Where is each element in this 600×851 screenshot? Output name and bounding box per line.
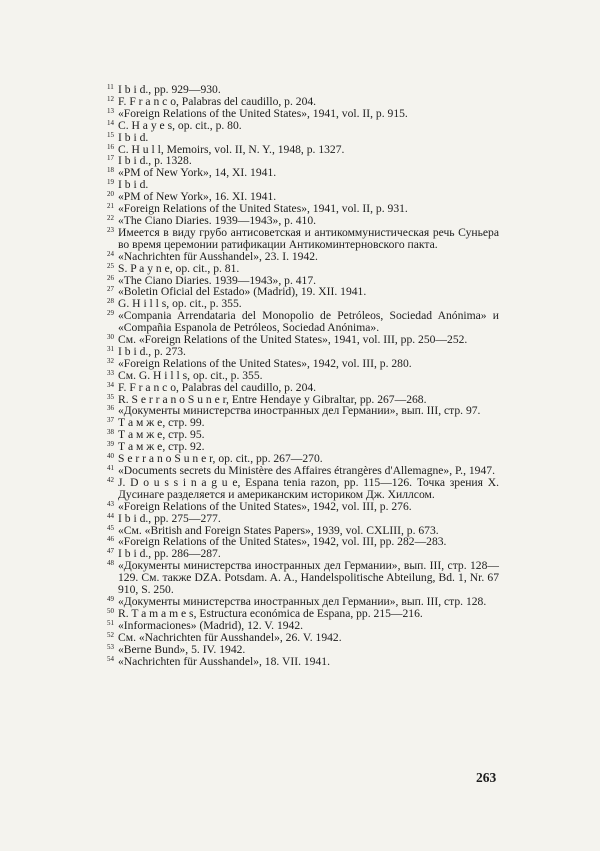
footnote-number: 45 [107,523,114,532]
footnote-number: 51 [107,618,114,627]
footnote-text: I b i d., p. 273. [118,344,186,358]
footnote-text: R. S e r r a n o S u n e r, Entre Hendaye y Gibraltar, pp. 267—268. [118,392,427,406]
footnote-text: «Compania Arrendataria del Monopolio de Petróleos, Sociedad Anónima» и «Compañia Espanola de Petróleos, Sociedad Anónima». [118,309,499,335]
footnote-text: См. «Nachrichten für Ausshandel», 26. V. 1942. [118,630,342,644]
footnote-number: 48 [107,559,114,568]
footnote-number: 40 [107,452,114,461]
footnote-number: 30 [107,333,114,342]
footnote-number: 12 [107,94,114,103]
footnote-number: 34 [107,380,114,389]
footnote-number: 17 [107,154,114,163]
footnote-number: 11 [107,83,114,91]
footnote-text: См. G. H i l l s, op. cit., p. 355. [118,368,263,382]
footnote-number: 16 [107,142,114,151]
footnote-number: 41 [107,464,114,472]
footnote-text: «Документы министерства иностранных дел Германии», вып. III, стр. 128—129. См. также DZA. Potsdam. A. A., Handelspolitische Abteilung, Bd. 1, Nr. 67 910, S. 250. [118,559,499,597]
footnote-text: Т а м ж е, стр. 92. [118,440,205,454]
footnote-text: «См. «British and Foreign States Papers», 1939, vol. CXLIII, p. 673. [118,523,439,537]
footnote-text: «Boletin Oficial del Estado» (Madrid), 19. XII. 1941. [118,285,367,299]
footnote-item [107,120,499,132]
footnote-number: 39 [107,440,114,449]
footnote-number: 27 [107,285,114,294]
footnote-number: 54 [107,654,114,663]
footnote-text: R. T a m a m e s, Estructura económica de Espana, pp. 215—216. [118,606,423,620]
footnote-number: 13 [107,106,114,115]
footnote-number: 19 [107,178,114,187]
footnote-number: 23 [107,225,114,234]
footnote-number: 38 [107,428,114,437]
footnote-text: «Foreign Relations of the United States», 1942, vol. III, p. 276. [118,499,412,513]
footnote-number: 43 [107,499,114,508]
footnote-text: C. H u l l, Memoirs, vol. II, N. Y., 1948, p. 1327. [118,142,345,156]
footnote-number: 49 [107,594,114,603]
footnote-text: «Документы министерства иностранных дел Германии», вып. III, стр. 97. [118,404,481,418]
footnote-text: «Foreign Relations of the United States», 1941, vol. II, p. 915. [118,106,408,120]
footnote-text: S e r r a n o S u n e r, op. cit., pp. 267—270. [118,452,323,466]
footnote-text: I b i d. [118,178,149,192]
footnote-text: Т а м ж е, стр. 95. [118,428,205,442]
footnote-number: 42 [107,475,114,484]
footnote-number: 26 [107,273,114,282]
footnote-text: «PM of New York», 16. XI. 1941. [118,190,277,204]
footnote-text: «Nachrichten für Ausshandel», 23. I. 1942. [118,249,318,263]
footnote-number: 21 [107,202,114,211]
footnote-item [107,227,499,251]
footnote-text: «Nachrichten für Ausshandel», 18. VII. 1941. [118,654,330,668]
footnote-number: 20 [107,190,114,199]
footnote-number: 46 [107,535,114,544]
footnote-number: 36 [107,404,114,413]
footnote-text: I b i d., pp. 929—930. [118,83,221,96]
footnote-text: «Documents secrets du Ministère des Affaires étrangères d'Allemagne», P., 1947. [118,464,495,477]
footnote-number: 50 [107,606,114,615]
footnote-text: «Foreign Relations of the United States», 1941, vol. II, p. 931. [118,202,408,216]
footnote-text: Имеется в виду грубо антисоветская и антикоммунистическая речь Суньера во время церемонии ратификации Антикоминтерновского пакта. [118,225,499,251]
footnote-text: I b i d. [118,130,149,144]
footnote-text: J. D o u s s i n a g u e, Espana tenia razon, pp. 115—126. Точка зрения Х. Дусинаге разделяется и американским историком Дж. Хиллсом. [118,475,499,501]
footnote-number: 31 [107,344,114,353]
footnote-text: «Документы министерства иностранных дел Германии», вып. III, стр. 128. [118,594,487,608]
footnote-text: «PM of New York», 14, XI. 1941. [118,166,277,180]
footnote-number: 15 [107,130,114,139]
page-number: 263 [476,770,497,785]
footnote-text: «Informaciones» (Madrid), 12. V. 1942. [118,618,304,632]
footnote-item [107,560,499,596]
footnote-number: 29 [107,309,114,318]
footnote-number: 24 [107,249,114,258]
footnote-text: I b i d., pp. 275—277. [118,511,221,525]
footnote-text: «Foreign Relations of the United States», 1942, vol. III, p. 280. [118,356,412,370]
footnote-text: См. «Foreign Relations of the United States», 1941, vol. III, pp. 250—252. [118,333,468,347]
footnote-item [107,167,499,179]
footnote-text: C. H a y e s, op. cit., p. 80. [118,118,242,132]
footnote-number: 47 [107,547,114,556]
footnote-number: 28 [107,297,114,306]
footnote-text: F. F r a n c o, Palabras del caudillo, p. 204. [118,94,317,108]
footnote-number: 14 [107,118,114,127]
footnote-number: 18 [107,166,114,175]
footnote-number: 32 [107,356,114,365]
footnote-text: F. F r a n c o, Palabras del caudillo, p. 204. [118,380,317,394]
footnote-item [107,310,499,334]
footnote-number: 35 [107,392,114,401]
footnote-number: 44 [107,511,114,520]
footnote-text: I b i d., p. 1328. [118,154,192,168]
footnote-number: 52 [107,630,114,639]
footnote-item [107,477,499,501]
footnote-number: 22 [107,213,114,222]
footnote-text: I b i d., pp. 286—287. [118,547,221,561]
footnote-text: «The Ciano Diaries. 1939—1943», p. 410. [118,213,317,227]
footnote-text: Т а м ж е, стр. 99. [118,416,205,430]
footnote-number: 37 [107,416,114,425]
footnote-text: «Foreign Relations of the United States», 1942, vol. III, pp. 282—283. [118,535,447,549]
footnote-item [107,656,499,668]
footnote-number: 25 [107,261,114,270]
footnote-text: «The Ciano Diaries. 1939—1943», p. 417. [118,273,317,287]
footnotes-list [107,84,499,667]
footnote-text: «Berne Bund», 5. IV. 1942. [118,642,246,656]
footnote-number: 53 [107,642,114,651]
footnote-text: S. P a y n e, op. cit., p. 81. [118,261,240,275]
footnote-text: G. H i l l s, op. cit., p. 355. [118,297,242,311]
footnote-number: 33 [107,368,114,377]
